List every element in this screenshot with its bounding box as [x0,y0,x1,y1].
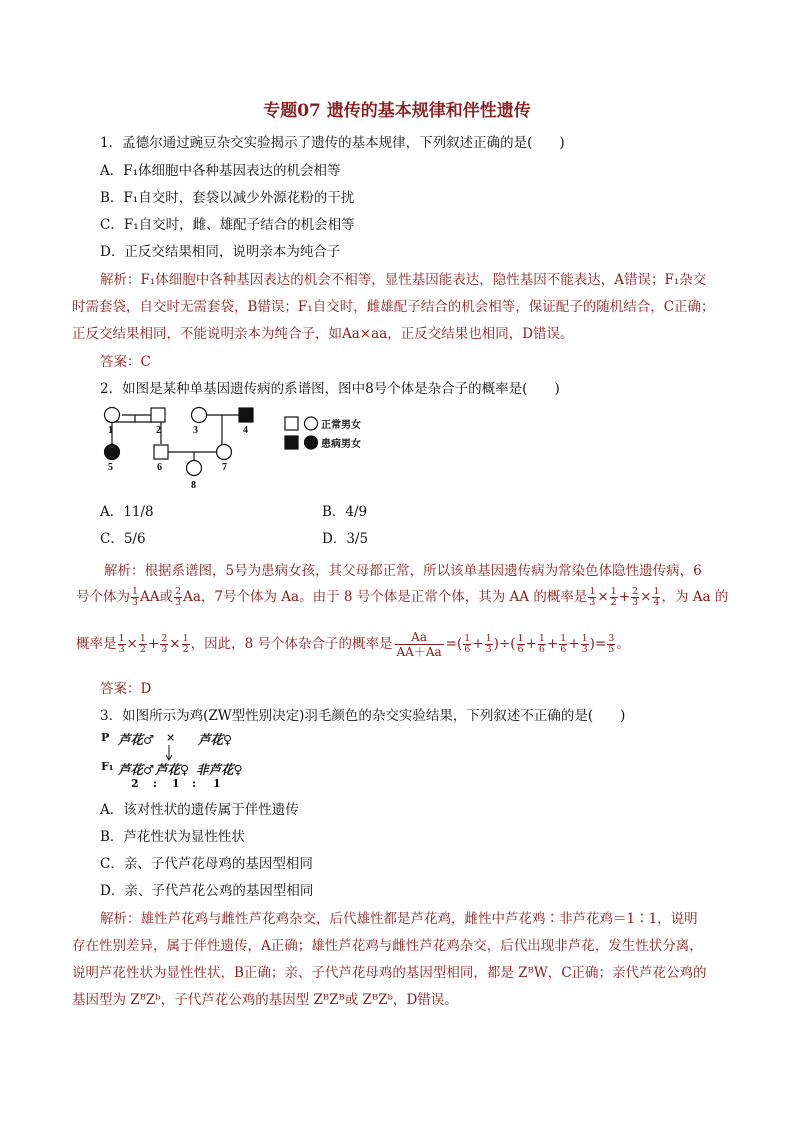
q2-analysis-line [76,630,630,659]
individual-3-female-normal [192,408,207,423]
individual-5-female-affected [105,445,120,460]
offspring-female: 芦花♀ [155,762,190,777]
legend-normal-female-icon [305,417,318,430]
q1-option-a: A．F₁体细胞中各种基因表达的机会相等 [100,163,341,179]
q3-analysis-line: 说明芦花性状为显性性状，B正确；亲、子代芦花母鸡的基因型相同，都是 ZᴮW，C正确；亲代芦花公鸡的 [72,965,707,981]
generation-label-f1: F₁ [101,760,114,773]
q3-option-a: A．该对性状的遗传属于伴性遗传 [100,802,299,818]
individual-label: 1 [108,425,113,436]
operator: × [640,589,652,605]
fraction [652,587,660,608]
denominator: AA＋Aa [396,645,442,659]
denominator: 4 [653,597,660,608]
numerator: 1 [653,586,660,597]
numerator: 1 [132,586,139,597]
offspring-female-nonbarred: 非芦花♀ [196,762,243,777]
parent-female: 芦花♀ [198,732,233,747]
q2-analysis-line: 解析：根据系谱图，5号为患病女孩，其父母都正常，所以该单基因遗传病为常染色体隐性遗传病，6 [104,563,702,579]
operator: + [472,636,484,652]
q1-option-d: D．正反交结果相同，说明亲本为纯合子 [100,244,341,260]
operator: × [169,636,181,652]
fraction-large [395,630,444,659]
q2-option-d: D．3/5 [322,531,369,547]
numerator: 1 [589,586,596,597]
fraction [610,587,618,608]
operator: = [445,636,457,652]
fraction [588,587,596,608]
q2-analysis-line [76,585,728,608]
q1-stem: 1．孟德尔通过豌豆杂交实验揭示了遗传的基本规律，下列叙述正确的是( ) [100,135,565,151]
cross-symbol: × [166,731,176,744]
fraction [131,587,139,608]
denominator: 6 [464,644,471,655]
operator: ( [456,636,463,652]
numerator: Aa [395,630,444,645]
denominator: 3 [485,644,492,655]
fraction [174,587,182,608]
legend-normal-label: 正常男女 [321,420,361,431]
text-run: AA或 [140,589,174,605]
q2-answer: 答案：D [100,681,152,697]
text-run: 号个体为 [76,589,130,605]
numerator: 1 [538,633,545,644]
denominator: 6 [538,644,545,655]
denominator: 2 [182,644,189,655]
fraction [182,634,190,655]
denominator: 2 [610,597,617,608]
q2-option-b: B．4/9 [322,504,368,520]
individual-label: 6 [157,462,162,473]
denominator: 3 [589,597,596,608]
parent-male: 芦花♂ [118,732,155,747]
q3-analysis-line: 解析：雄性芦花鸡与雌性芦花鸡杂交，后代雄性都是芦花鸡，雌性中芦花鸡∶非芦花鸡＝1∶1，说明 [100,911,698,927]
numerator: 2 [161,633,168,644]
operator: ( [510,636,516,652]
individual-label: 7 [222,462,227,473]
numerator: 1 [485,633,492,644]
q2-stem: 2．如图是某种单基因遗传病的系谱图，图中8号个体是杂合子的概率是( ) [100,381,560,397]
operator: × [126,636,138,652]
numerator: 1 [139,633,146,644]
q3-stem: 3．如图所示为鸡(ZW型性别决定)羽毛颜色的杂交实验结果，下列叙述不正确的是( ) [100,708,626,724]
text-run: Aa，7号个体为 Aa。由于 8 号个体是正常个体，其为 AA 的概率是 [183,589,588,605]
numerator: 1 [610,586,617,597]
denominator: 3 [161,644,168,655]
fraction [517,634,525,655]
numerator: 3 [608,633,615,644]
individual-7-female-normal [217,445,232,460]
q1-option-b: B．F₁自交时，套袋以减少外源花粉的干扰 [100,190,355,206]
q3-option-d: D．亲、子代芦花公鸡的基因型相同 [100,883,314,899]
fraction [538,634,546,655]
ratio-value: 2 [131,777,139,790]
operator: + [147,636,160,652]
fraction [559,634,567,655]
text-run: ，为 Aa 的 [661,589,729,605]
individual-label: 3 [193,425,198,436]
denominator: 3 [132,597,139,608]
text-run: ，因此，8 号个体杂合子的概率是 [190,636,393,652]
individual-6-male-normal [154,445,168,459]
fraction [160,634,168,655]
fraction [118,634,126,655]
legend-affected-label: 患病男女 [321,439,361,450]
operator: ÷ [498,636,511,652]
offspring-male: 芦花♂ [118,762,155,777]
q2-option-c: C．5/6 [100,531,146,547]
operator: + [525,636,537,652]
pedigree-chart [95,402,385,492]
q2-option-a: A．11/8 [100,504,154,520]
operator: + [546,636,559,652]
q3-option-c: C．亲、子代芦花母鸡的基因型相同 [100,856,313,872]
operator: + [618,589,631,605]
individual-label: 5 [108,462,113,473]
ratio-separator: : [192,777,197,790]
text-run: 概率是 [76,636,117,652]
individual-2-male-normal [151,408,165,422]
ratio-value: 1 [172,777,180,790]
generation-label-p: P [101,731,110,744]
denominator: 3 [175,597,182,608]
numerator: 2 [632,586,639,597]
numerator: 1 [118,633,125,644]
q3-option-b: B．芦花性状为显性性状 [100,829,245,845]
q3-analysis-line: 存在性别差异，属于伴性遗传，A正确；雄性芦花鸡与雌性芦花鸡杂交，后代出现非芦花，发生性状分离， [72,938,703,954]
individual-4-male-affected [239,408,253,422]
fraction [463,634,471,655]
operator: × [597,589,609,605]
individual-label: 2 [156,425,161,436]
numerator: 1 [517,633,524,644]
operator: 。 [616,636,630,652]
operator: ) [493,636,499,652]
legend-normal-male-icon [285,417,298,430]
q1-answer: 答案：C [100,354,151,370]
denominator: 2 [139,644,146,655]
operator: + [568,636,580,652]
individual-label: 8 [191,480,196,491]
individual-1-female-normal [105,408,120,423]
operator: ) [589,636,595,652]
denominator: 6 [560,644,567,655]
ratio-value: 1 [213,777,221,790]
q1-analysis-line: 时需套袋，自交时无需套袋，B错误；F₁自交时，雌雄配子结合的机会相等，保证配子的随机结合，C正确； [72,299,715,315]
denominator: 6 [517,644,524,655]
individual-8-female-normal [187,461,202,476]
fraction [607,634,615,655]
legend-affected-male-icon [285,436,298,449]
q3-analysis-line: 基因型为 ZᴮZᵇ，子代芦花公鸡的基因型 ZᴮZᴮ或 ZᴮZᵇ，D错误。 [72,992,458,1008]
denominator: 3 [632,597,639,608]
numerator: 1 [581,633,588,644]
numerator: 1 [560,633,567,644]
fraction [581,634,589,655]
numerator: 2 [175,586,182,597]
numerator: 1 [464,633,471,644]
denominator: 3 [118,644,125,655]
arrow-down-icon [164,745,174,761]
denominator: 3 [581,644,588,655]
operator: = [594,636,607,652]
fraction [631,587,639,608]
q1-analysis-line: 解析：F₁体细胞中各种基因表达的机会不相等，显性基因能表达，隐性基因不能表达，A错误；F₁杂交 [100,272,707,288]
fraction [139,634,147,655]
numerator: 1 [182,633,189,644]
ratio-separator: : [153,777,158,790]
q1-analysis-line: 正反交结果相同，不能说明亲本为纯合子，如Aa×aa，正反交结果也相同，D错误。 [72,326,574,342]
legend-affected-female-icon [305,436,318,449]
q1-option-c: C．F₁自交时，雌、雄配子结合的机会相等 [100,217,355,233]
fraction [485,634,493,655]
denominator: 5 [608,644,615,655]
page-title: 专题07 遗传的基本规律和伴性遗传 [263,101,531,121]
individual-label: 4 [243,425,248,436]
